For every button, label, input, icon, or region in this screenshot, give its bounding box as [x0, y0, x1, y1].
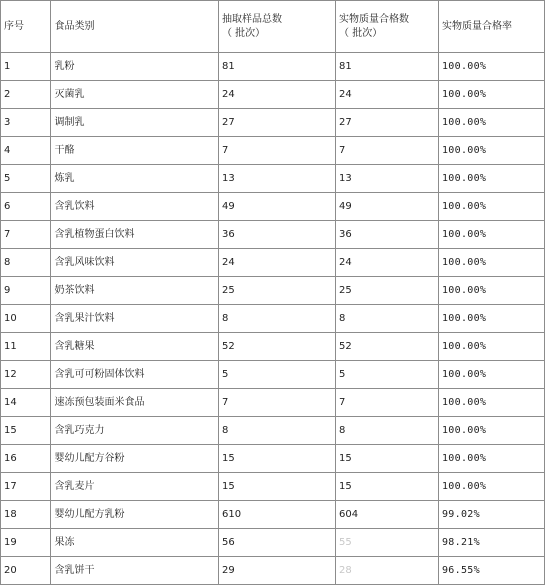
cell-sampled: 81: [218, 53, 335, 81]
cell-qualified: 27: [336, 109, 439, 137]
cell-rate: 100.00%: [438, 165, 544, 193]
cell-sampled: 13: [218, 165, 335, 193]
cell-sampled: 7: [218, 389, 335, 417]
cell-qualified: 604: [336, 501, 439, 529]
cell-seq: 18: [1, 501, 51, 529]
cell-sampled: 8: [218, 417, 335, 445]
header-qualified-line1: 实物质量合格数: [339, 13, 410, 25]
cell-sampled: 49: [218, 193, 335, 221]
cell-rate: 100.00%: [438, 193, 544, 221]
cell-seq: 16: [1, 445, 51, 473]
cell-sampled: 27: [218, 109, 335, 137]
cell-sampled: 52: [218, 333, 335, 361]
table-row: [1, 193, 545, 221]
table-row: [1, 137, 545, 165]
table-row: [1, 53, 545, 81]
cell-sampled: 15: [218, 445, 335, 473]
cell-seq: 1: [1, 53, 51, 81]
cell-category: 炼乳: [51, 165, 219, 193]
cell-seq: 3: [1, 109, 51, 137]
cell-rate: 100.00%: [438, 221, 544, 249]
cell-seq: 10: [1, 305, 51, 333]
cell-rate: 100.00%: [438, 81, 544, 109]
cell-rate: 98.21%: [438, 529, 544, 557]
cell-seq: 9: [1, 277, 51, 305]
cell-category: 含乳风味饮料: [51, 249, 219, 277]
cell-category: 婴幼儿配方乳粉: [51, 501, 219, 529]
cell-rate: 100.00%: [438, 277, 544, 305]
cell-qualified: 7: [336, 137, 439, 165]
cell-seq: 20: [1, 557, 51, 585]
table-row: [1, 81, 545, 109]
cell-qualified: 24: [336, 249, 439, 277]
cell-rate: 100.00%: [438, 109, 544, 137]
cell-category: 含乳巧克力: [51, 417, 219, 445]
cell-category: 婴幼儿配方谷粉: [51, 445, 219, 473]
cell-seq: 4: [1, 137, 51, 165]
cell-seq: 5: [1, 165, 51, 193]
cell-seq: 17: [1, 473, 51, 501]
header-category: [51, 1, 219, 53]
cell-seq: 15: [1, 417, 51, 445]
cell-rate: 100.00%: [438, 473, 544, 501]
cell-seq: 2: [1, 81, 51, 109]
cell-qualified: 5: [336, 361, 439, 389]
cell-sampled: 25: [218, 277, 335, 305]
cell-seq: 11: [1, 333, 51, 361]
cell-seq: 12: [1, 361, 51, 389]
cell-sampled: 36: [218, 221, 335, 249]
header-seq: [1, 1, 51, 53]
header-sampled-line1: 抽取样品总数: [221, 13, 282, 25]
cell-category: 含乳饼干: [51, 557, 219, 585]
table-row: [1, 473, 545, 501]
cell-sampled: 29: [218, 557, 335, 585]
cell-qualified: 8: [336, 417, 439, 445]
cell-sampled: 5: [218, 361, 335, 389]
table-row: [1, 333, 545, 361]
table-row: [1, 529, 545, 557]
cell-sampled: 24: [218, 249, 335, 277]
cell-rate: 100.00%: [438, 389, 544, 417]
header-qualified: [336, 1, 439, 53]
cell-rate: 100.00%: [438, 137, 544, 165]
cell-sampled: 56: [218, 529, 335, 557]
cell-category: 含乳植物蛋白饮料: [51, 221, 219, 249]
cell-qualified: 49: [336, 193, 439, 221]
header-row: [1, 1, 545, 53]
table-row: [1, 277, 545, 305]
cell-qualified: 28: [336, 557, 439, 585]
cell-sampled: 7: [218, 137, 335, 165]
cell-seq: 19: [1, 529, 51, 557]
cell-qualified: 13: [336, 165, 439, 193]
cell-rate: 96.55%: [438, 557, 544, 585]
cell-category: 灭菌乳: [51, 81, 219, 109]
cell-rate: 100.00%: [438, 333, 544, 361]
cell-category: 果冻: [51, 529, 219, 557]
table-row: [1, 249, 545, 277]
header-category-label: 食品类别: [54, 20, 95, 32]
header-rate-label: 实物质量合格率: [441, 20, 512, 32]
cell-category: 干酪: [51, 137, 219, 165]
table-row: [1, 109, 545, 137]
cell-category: 含乳可可粉固体饮料: [51, 361, 219, 389]
cell-rate: 100.00%: [438, 305, 544, 333]
table-row: [1, 557, 545, 585]
cell-sampled: 8: [218, 305, 335, 333]
cell-category: 调制乳: [51, 109, 219, 137]
cell-qualified: 52: [336, 333, 439, 361]
cell-qualified: 25: [336, 277, 439, 305]
cell-rate: 100.00%: [438, 53, 544, 81]
cell-category: 含乳麦片: [51, 473, 219, 501]
table-row: [1, 389, 545, 417]
cell-rate: 99.02%: [438, 501, 544, 529]
cell-qualified: 15: [336, 445, 439, 473]
cell-category: 奶茶饮料: [51, 277, 219, 305]
cell-sampled: 15: [218, 473, 335, 501]
table-row: [1, 165, 545, 193]
table-row: [1, 361, 545, 389]
cell-qualified: 7: [336, 389, 439, 417]
cell-category: 速冻预包装面米食品: [51, 389, 219, 417]
cell-rate: 100.00%: [438, 445, 544, 473]
cell-seq: 8: [1, 249, 51, 277]
cell-seq: 6: [1, 193, 51, 221]
cell-qualified: 24: [336, 81, 439, 109]
table-row: [1, 501, 545, 529]
cell-rate: 100.00%: [438, 361, 544, 389]
header-sampled-line2: （ 批次）: [221, 27, 266, 39]
cell-sampled: 610: [218, 501, 335, 529]
header-qualified-line2: （ 批次）: [339, 27, 383, 39]
cell-qualified: 8: [336, 305, 439, 333]
header-seq-label: 序号: [4, 20, 24, 32]
cell-category: 含乳果汁饮料: [51, 305, 219, 333]
cell-qualified: 81: [336, 53, 439, 81]
cell-seq: 7: [1, 221, 51, 249]
table-row: [1, 417, 545, 445]
table-row: [1, 221, 545, 249]
cell-category: 含乳糖果: [51, 333, 219, 361]
cell-rate: 100.00%: [438, 249, 544, 277]
header-sampled: [218, 1, 335, 53]
table-row: [1, 445, 545, 473]
table-body: [1, 1, 545, 585]
cell-qualified: 36: [336, 221, 439, 249]
cell-category: 乳粉: [51, 53, 219, 81]
cell-rate: 100.00%: [438, 417, 544, 445]
cell-category: 含乳饮料: [51, 193, 219, 221]
table-row: [1, 305, 545, 333]
header-rate: [438, 1, 544, 53]
cell-seq: 14: [1, 389, 51, 417]
cell-qualified: 55: [336, 529, 439, 557]
cell-sampled: 24: [218, 81, 335, 109]
cell-qualified: 15: [336, 473, 439, 501]
